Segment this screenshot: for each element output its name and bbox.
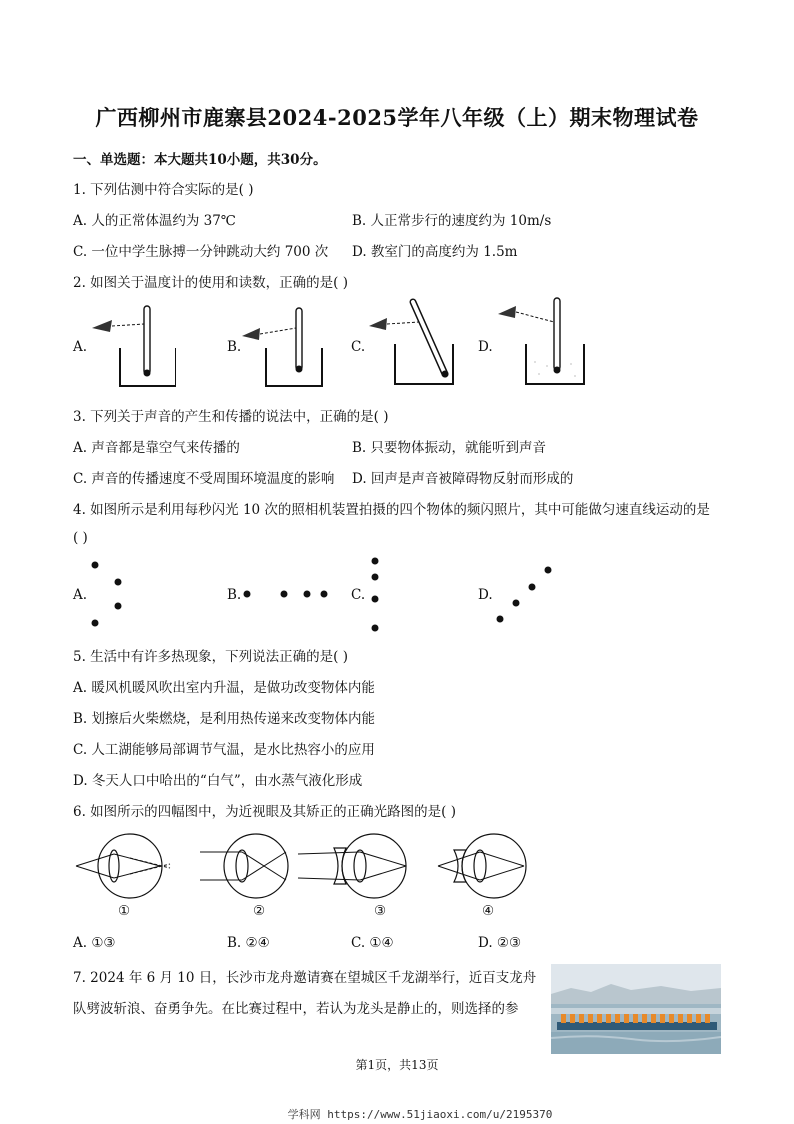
q3-option-c[interactable]: C. 声音的传播速度不受周围环境温度的影响: [73, 471, 335, 487]
thermometer-figure-a: [90, 298, 176, 390]
q7-line-2: 队劈波斩浪、奋勇争先。在比赛过程中，若认为龙头是静止的，则选择的参: [73, 1001, 519, 1017]
q2-stem: 2. 如图关于温度计的使用和读数，正确的是( ): [73, 275, 348, 291]
q5-option-b[interactable]: B. 划擦后火柴燃烧，是利用热传递来改变物体内能: [73, 711, 376, 727]
q5-option-c[interactable]: C. 人工湖能够局部调节气温，是水比热容小的应用: [73, 742, 375, 758]
eye-label-2: ②: [253, 903, 266, 919]
q1-option-b[interactable]: B. 人正常步行的速度约为 10m/s: [352, 213, 552, 229]
page-title: 广西柳州市鹿寨县2024-2025学年八年级（上）期末物理试卷: [95, 105, 699, 130]
eye-diagram-1: [72, 830, 172, 904]
strobe-dots-c: [366, 554, 386, 634]
q4-stem: 4. 如图所示是利用每秒闪光 10 次的照相机装置拍摄的四个物体的频闪照片，其中可能做匀速直线运动的是: [73, 502, 710, 518]
eye-label-1: ①: [118, 903, 131, 919]
q3-stem: 3. 下列关于声音的产生和传播的说法中，正确的是( ): [73, 409, 389, 425]
eye-diagram-3: [296, 830, 416, 904]
q5-option-d[interactable]: D. 冬天人口中哈出的“白气”，由水蒸气液化形成: [73, 773, 363, 789]
q4-option-d[interactable]: D.: [478, 587, 493, 603]
q4-option-b[interactable]: B.: [227, 587, 242, 603]
thermometer-figure-c: [367, 296, 463, 390]
q5-option-a[interactable]: A. 暖风机暖风吹出室内升温，是做功改变物体内能: [73, 680, 375, 696]
q6-option-a[interactable]: A. ①③: [73, 935, 116, 951]
strobe-dots-a: [86, 558, 126, 630]
q1-option-d[interactable]: D. 教室门的高度约为 1.5m: [352, 244, 518, 260]
q2-option-c[interactable]: C.: [351, 339, 366, 355]
q6-option-c[interactable]: C. ①④: [351, 935, 394, 951]
strobe-dots-b: [240, 586, 330, 602]
q1-stem: 1. 下列估测中符合实际的是( ): [73, 182, 254, 198]
eye-label-3: ③: [374, 903, 387, 919]
eye-diagram-4: [436, 830, 536, 904]
q2-option-b[interactable]: B.: [227, 339, 242, 355]
q2-option-d[interactable]: D.: [478, 339, 493, 355]
q4-option-c[interactable]: C.: [351, 587, 366, 603]
thermometer-figure-d: [494, 292, 590, 390]
q6-option-d[interactable]: D. ②③: [478, 935, 522, 951]
thermometer-figure-b: [240, 302, 330, 390]
page-footer: 第1页，共13页: [355, 1058, 439, 1072]
q3-option-a[interactable]: A. 声音都是靠空气来传播的: [73, 440, 240, 456]
q3-option-b[interactable]: B. 只要物体振动，就能听到声音: [352, 440, 547, 456]
dragon-boat-photo: [551, 964, 721, 1054]
eye-label-4: ④: [482, 903, 495, 919]
watermark-link[interactable]: 学科网 https://www.51jiaoxi.com/u/2195370: [287, 1108, 553, 1121]
section-heading: 一、单选题：本大题共10小题，共30分。: [73, 152, 327, 168]
q6-stem: 6. 如图所示的四幅图中，为近视眼及其矫正的正确光路图的是( ): [73, 804, 456, 820]
q2-option-a[interactable]: A.: [73, 339, 88, 355]
q4-option-a[interactable]: A.: [73, 587, 88, 603]
strobe-dots-d: [492, 562, 554, 626]
q6-option-b[interactable]: B. ②④: [227, 935, 270, 951]
q1-option-a[interactable]: A. 人的正常体温约为 37℃: [73, 213, 236, 229]
q7-line-1: 7. 2024 年 6 月 10 日，长沙市龙舟邀请赛在望城区千龙湖举行，近百支龙舟: [73, 970, 537, 986]
q5-stem: 5. 生活中有许多热现象，下列说法正确的是( ): [73, 649, 348, 665]
eye-diagram-2: [198, 830, 298, 904]
q3-option-d[interactable]: D. 回声是声音被障碍物反射而形成的: [352, 471, 574, 487]
q4-stem-continued: ( ): [73, 530, 88, 546]
q1-option-c[interactable]: C. 一位中学生脉搏一分钟跳动大约 700 次: [73, 244, 329, 260]
